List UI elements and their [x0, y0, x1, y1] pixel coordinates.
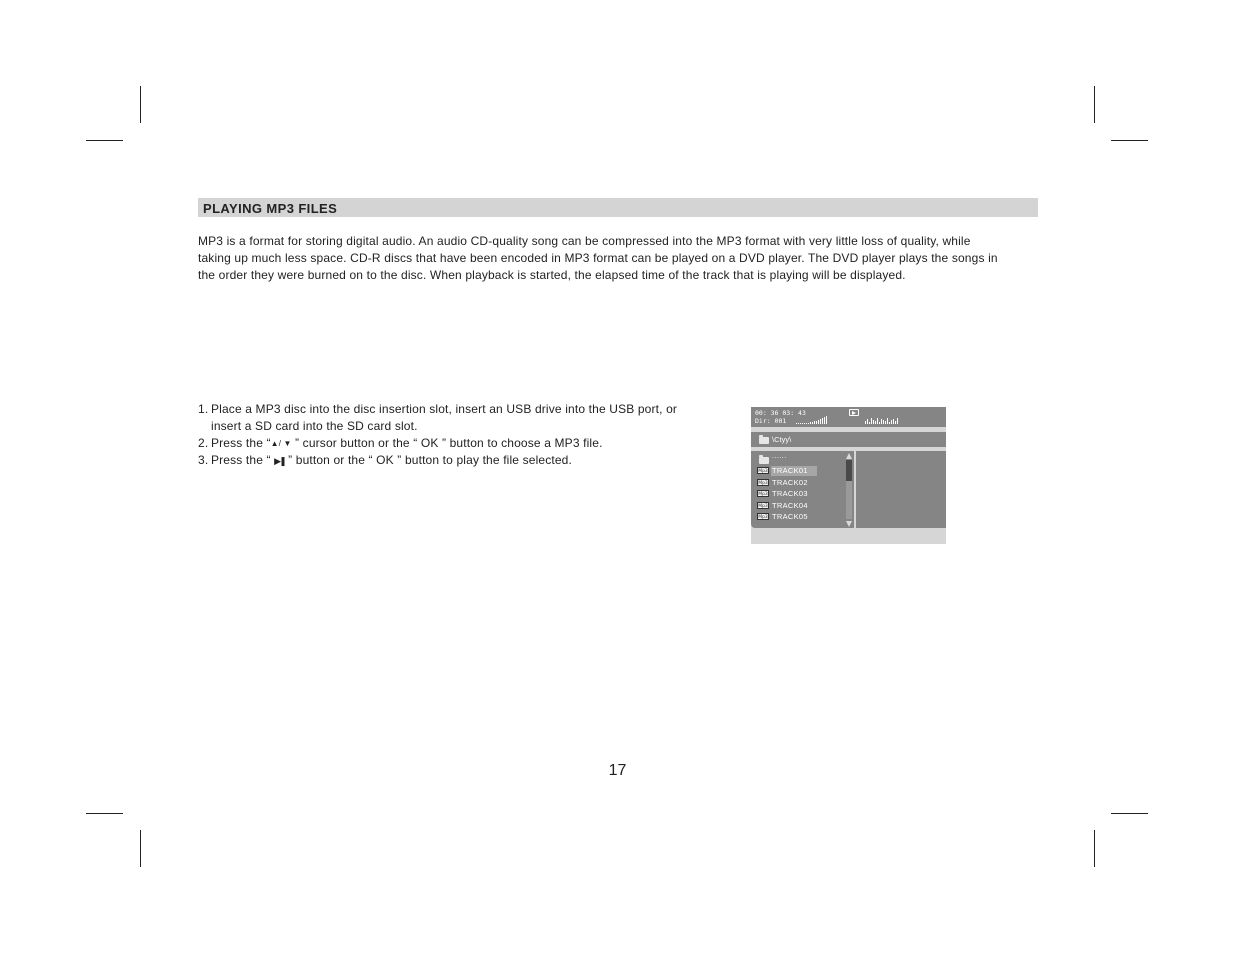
step-3: [198, 452, 698, 470]
level-bar: [802, 423, 803, 424]
level-bar: [824, 417, 825, 424]
level-bar: [887, 418, 888, 424]
level-bar: [885, 421, 886, 424]
crop-mark: [1094, 830, 1095, 867]
level-bar: [875, 421, 876, 424]
scroll-thumb[interactable]: [846, 460, 852, 481]
crop-mark: [1111, 140, 1148, 141]
level-bar: [808, 423, 809, 424]
level-bar: [814, 421, 815, 424]
level-bar: [895, 421, 896, 424]
mp3-file-icon: Mp3: [758, 515, 768, 520]
level-bar: [881, 419, 882, 424]
step-text-pre: Press the “: [211, 453, 275, 467]
level-bar: [810, 422, 811, 424]
section-title: PLAYING MP3 FILES: [203, 201, 338, 216]
page-number: 17: [608, 762, 627, 779]
track-row[interactable]: [751, 511, 845, 522]
level-bar: [826, 416, 827, 424]
elapsed-time: 00: 36 03: 43: [755, 409, 806, 417]
level-bar: [822, 418, 823, 424]
track-row[interactable]: [751, 488, 845, 499]
current-path: \Ctyy\: [772, 435, 792, 444]
level-bar: [867, 419, 868, 424]
level-bar: [879, 422, 880, 424]
step-number: 3.: [198, 453, 209, 467]
directory-number: Dir: 001: [755, 417, 787, 425]
track-row[interactable]: [751, 500, 845, 511]
folder-icon: [759, 437, 769, 444]
level-bar: [869, 422, 870, 424]
intro-paragraph: MP3 is a format for storing digital audio. An audio CD-quality song can be compressed into the MP3 format with very little loss of quality, while taking up much less space. CD-R discs that have been encoded in MP3 format can be played on a DVD player. The DVD player plays the songs in the order they were burned on to the disc. When playback is started, the elapsed time of the track that is playing will be displayed.: [198, 234, 998, 282]
play-pause-icon: ▶❚: [274, 456, 285, 466]
level-bar: [893, 419, 894, 424]
level-bar: [806, 423, 807, 424]
step-text-post: ” cursor button or the “ OK ” button to choose a MP3 file.: [291, 436, 603, 450]
track-name: TRACK05: [772, 512, 808, 521]
level-bar: [816, 421, 817, 424]
scrollbar[interactable]: [846, 453, 852, 527]
scroll-down-arrow-icon[interactable]: [846, 521, 852, 527]
folder-icon: [759, 457, 769, 464]
parent-folder-row[interactable]: [751, 453, 845, 464]
track-row[interactable]: [751, 477, 845, 488]
status-bar: [751, 407, 946, 427]
volume-level-icon: [796, 416, 827, 424]
track-row[interactable]: [751, 465, 845, 476]
file-list[interactable]: [751, 451, 854, 528]
play-indicator-icon: [849, 409, 859, 416]
level-bar: [804, 423, 805, 424]
step-text: Place a MP3 disc into the disc insertion slot, insert an USB drive into the USB port, or insert a SD card into the SD card slot.: [211, 402, 678, 433]
step-number: 2.: [198, 436, 209, 450]
level-bar: [812, 422, 813, 424]
level-bar: [796, 423, 797, 424]
level-bar: [883, 420, 884, 424]
level-bar: [800, 423, 801, 424]
crop-mark: [140, 830, 141, 867]
track-name: TRACK01: [771, 466, 817, 476]
spectrum-analyzer-icon: [865, 416, 898, 424]
level-bar: [865, 421, 866, 424]
mp3-file-icon: Mp3: [758, 480, 768, 486]
level-bar: [820, 419, 821, 424]
scroll-up-arrow-icon[interactable]: [846, 453, 852, 459]
mp3-file-icon: Mp3: [758, 469, 768, 474]
level-bar: [889, 422, 890, 424]
crop-mark: [86, 140, 123, 141]
section-header: [198, 198, 1038, 217]
instruction-steps: [198, 401, 698, 470]
scroll-track[interactable]: [846, 460, 852, 519]
level-bar: [818, 420, 819, 424]
step-text-post: ” button or the “ OK ” button to play the file selected.: [284, 453, 572, 467]
parent-folder-label: ......: [772, 453, 787, 460]
mp3-file-icon: Mp3: [758, 492, 768, 497]
level-bar: [798, 423, 799, 424]
level-bar: [897, 418, 898, 424]
track-name: TRACK03: [772, 489, 808, 498]
mp3-file-icon: Mp3: [758, 503, 768, 509]
level-bar: [877, 418, 878, 424]
crop-mark: [86, 813, 123, 814]
crop-mark: [1094, 86, 1095, 123]
step-1: [198, 401, 698, 435]
step-number: 1.: [198, 402, 209, 416]
preview-panel: [856, 451, 946, 528]
step-text-pre: Press the “: [211, 436, 271, 450]
path-bar: [751, 432, 946, 447]
level-bar: [873, 420, 874, 424]
up-down-arrow-icon: ▲/ ▼: [270, 439, 292, 448]
track-name: TRACK04: [772, 500, 808, 510]
level-bar: [891, 420, 892, 424]
step-2: [198, 435, 698, 452]
mp3-browser-screen: [751, 407, 946, 544]
level-bar: [871, 418, 872, 424]
crop-mark: [140, 86, 141, 123]
track-name: TRACK02: [772, 477, 808, 487]
crop-mark: [1111, 813, 1148, 814]
